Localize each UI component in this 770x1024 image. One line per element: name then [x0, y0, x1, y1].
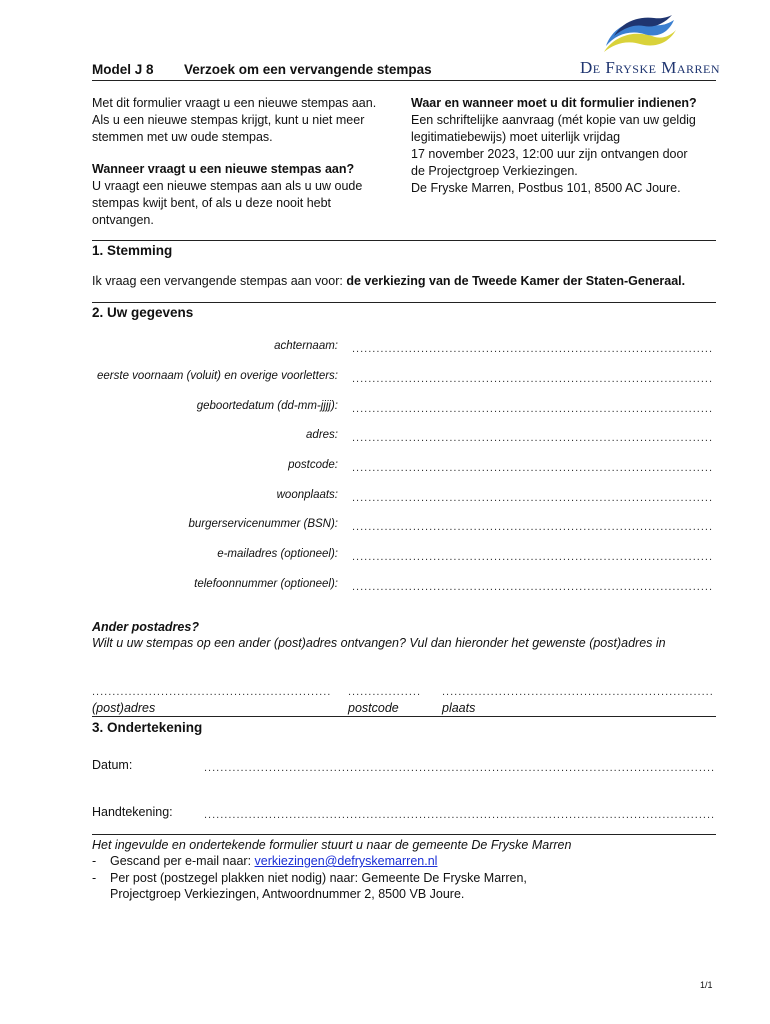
- postadres-question: Ander postadres?: [92, 620, 199, 634]
- section3-heading: 3. Ondertekening: [92, 720, 203, 735]
- intro-right-question: Waar en wanneer moet u dit formulier indienen?: [411, 96, 697, 110]
- intro-text-line: Met dit formulier vraagt u een nieuwe stempas aan.: [92, 96, 377, 110]
- field-label-postcode: postcode:: [288, 459, 338, 471]
- field-label-achternaam: achternaam:: [274, 340, 338, 352]
- intro-right-line: de Projectgroep Verkiezingen.: [411, 164, 578, 178]
- postadres-text: Wilt u uw stempas op een ander (post)adres ontvangen? Vul dan hieronder het gewenste (post)adres in: [92, 636, 666, 650]
- datum-label: Datum:: [92, 758, 133, 772]
- field-label-bsn: burgerservicenummer (BSN):: [188, 518, 338, 530]
- postadres-plaats-input[interactable]: [442, 686, 714, 698]
- page-number: 1/1: [700, 980, 713, 990]
- footer-post-line: Per post (postzegel plakken niet nodig) naar: Gemeente De Fryske Marren,: [110, 871, 527, 885]
- footer-email-prefix: Gescand per e-mail naar:: [110, 854, 255, 868]
- postadres-label-adres: (post)adres: [92, 701, 156, 715]
- intro-left: [92, 95, 402, 229]
- field-bsn-input[interactable]: [352, 521, 714, 533]
- postadres-label-plaats: plaats: [442, 701, 476, 715]
- footer-intro: Het ingevulde en ondertekende formulier stuurt u naar de gemeente De Fryske Marren: [92, 838, 572, 852]
- field-label-geboortedatum: geboortedatum (dd-mm-jjjj):: [196, 400, 338, 412]
- header-divider: [92, 80, 716, 81]
- handtekening-input[interactable]: [204, 809, 714, 821]
- section1-heading: 1. Stemming: [92, 243, 173, 258]
- field-label-voornaam: eerste voornaam (voluit) en overige voorletters:: [97, 370, 338, 382]
- intro-right-line: 17 november 2023, 12:00 uur zijn ontvangen door: [411, 147, 688, 161]
- field-telefoon-input[interactable]: [352, 581, 714, 593]
- email-link[interactable]: verkiezingen@defryskemarren.nl: [254, 854, 438, 868]
- postadres-postcode-input[interactable]: [348, 686, 422, 698]
- election-name: de verkiezing van de Tweede Kamer der Staten-Generaal.: [346, 274, 686, 288]
- page-title: Verzoek om een vervangende stempas: [184, 62, 432, 77]
- logo-text: De Fryske Marren: [579, 58, 720, 77]
- field-email-input[interactable]: [352, 551, 714, 563]
- field-label-adres: adres:: [306, 429, 338, 441]
- footer-divider: [92, 834, 716, 835]
- field-geboortedatum-input[interactable]: [352, 403, 714, 415]
- section3-divider: [92, 716, 716, 717]
- footer-post-line: Projectgroep Verkiezingen, Antwoordnummer 2, 8500 VB Joure.: [110, 887, 465, 901]
- field-postcode-input[interactable]: [352, 462, 714, 474]
- field-adres-input[interactable]: [352, 432, 714, 444]
- handtekening-label: Handtekening:: [92, 805, 173, 819]
- intro-text-line: Als u een nieuwe stempas krijgt, kunt u niet meer: [92, 113, 365, 127]
- field-voornaam-input[interactable]: [352, 373, 714, 385]
- field-label-telefoon: telefoonnummer (optioneel):: [194, 578, 338, 590]
- field-woonplaats-input[interactable]: [352, 492, 714, 504]
- section1-text: [92, 274, 685, 288]
- field-achternaam-input[interactable]: [352, 343, 714, 355]
- intro-text-line: U vraagt een nieuwe stempas aan als u uw oude: [92, 179, 363, 193]
- section1-divider: [92, 240, 716, 241]
- logo: [556, 14, 720, 80]
- datum-input[interactable]: [204, 762, 714, 774]
- footer-dash: -: [92, 854, 97, 868]
- field-label-email: e-mailadres (optioneel):: [217, 548, 338, 560]
- postadres-adres-input[interactable]: [92, 686, 330, 698]
- intro-right: [411, 95, 716, 197]
- intro-right-line: legitimatiebewijs) moet uiterlijk vrijdag: [411, 130, 621, 144]
- intro-right-line: Een schriftelijke aanvraag (mét kopie van uw geldig: [411, 113, 696, 127]
- postadres-label-postcode: postcode: [348, 701, 399, 715]
- footer-dash: -: [92, 871, 97, 885]
- intro-text-line: ontvangen.: [92, 213, 154, 227]
- section1-lead: Ik vraag een vervangende stempas aan voor:: [92, 274, 347, 288]
- intro-question: Wanneer vraagt u een nieuwe stempas aan?: [92, 162, 355, 176]
- intro-text-line: stempas kwijt bent, of als u deze nooit hebt: [92, 196, 332, 210]
- logo-wave-icon: [600, 14, 680, 58]
- section2-heading: 2. Uw gegevens: [92, 305, 194, 320]
- model-number: Model J 8: [92, 62, 154, 77]
- intro-text-line: stemmen met uw oude stempas.: [92, 130, 273, 144]
- field-label-woonplaats: woonplaats:: [276, 489, 338, 501]
- footer-email-line: [110, 854, 437, 868]
- intro-right-line: De Fryske Marren, Postbus 101, 8500 AC Joure.: [411, 181, 681, 195]
- section2-divider: [92, 302, 716, 303]
